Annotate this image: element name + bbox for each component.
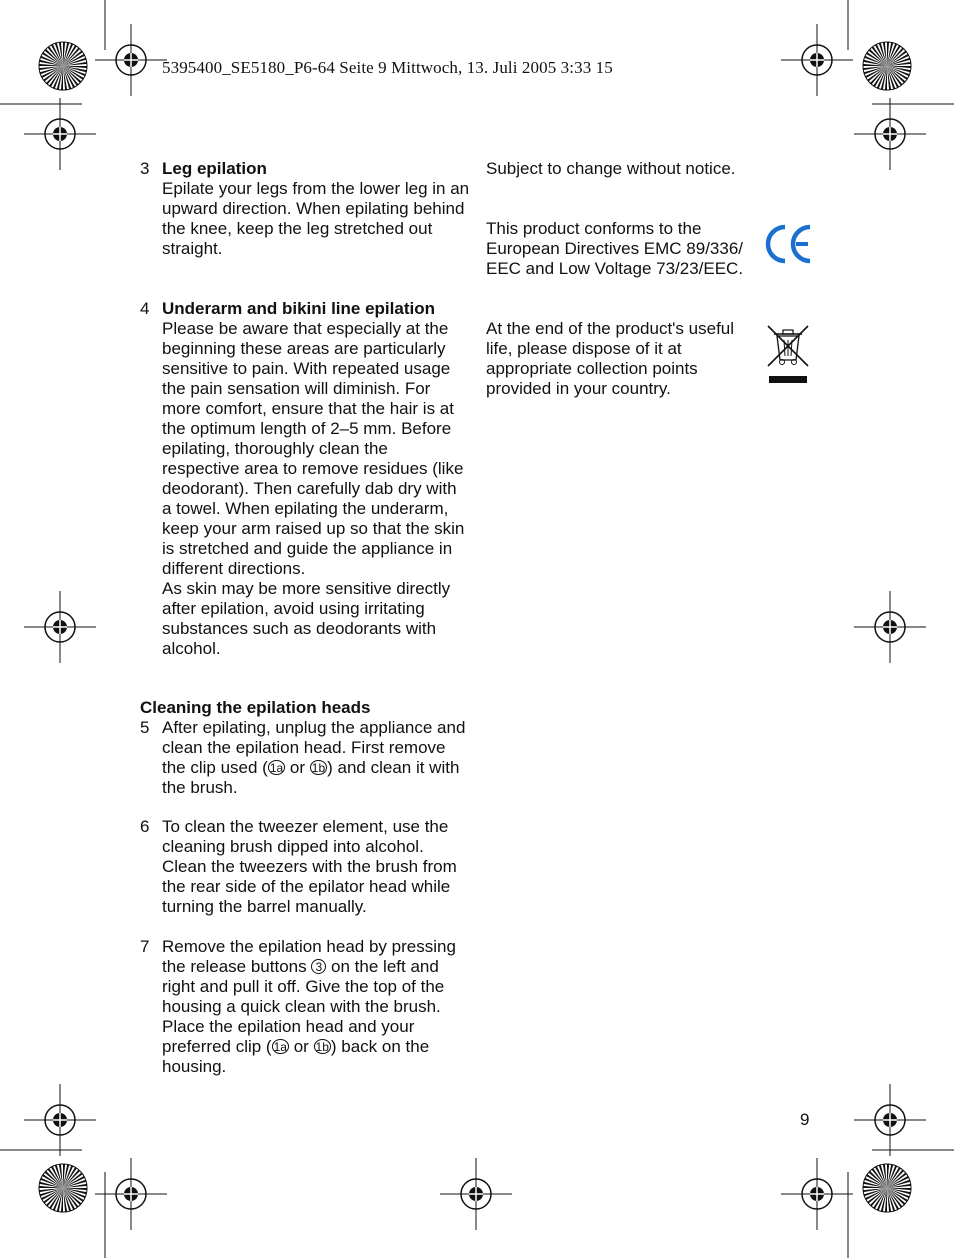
ce-mark-icon [768,227,810,261]
starburst-target-icon [39,42,87,90]
starburst-target-icon [39,1164,87,1212]
step-4 [140,299,470,659]
registration-mark-icon [854,1084,926,1156]
step-number: 4 [140,299,150,318]
registration-mark-icon [854,591,926,663]
step-7 [140,937,470,1077]
change-notice: Subject to change without notice. [486,159,736,178]
step-6 [140,817,470,917]
registration-mark-icon [95,1158,167,1230]
registration-mark-icon [781,1158,853,1230]
section-title: Underarm and bikini line epilation [162,299,435,318]
starburst-target-icon [863,42,911,90]
conformity-text: This product conforms to the European Directives EMC 89/336/ EEC and Low Voltage 73/23/EEC. [486,219,744,278]
registration-mark-icon [95,24,167,96]
step-number: 3 [140,159,150,178]
disposal-text: At the end of the product's useful life, please dispose of it at appropriate collection points provided in your country. [486,319,735,398]
step-number: 5 [140,718,150,737]
step-number: 6 [140,817,150,836]
step-3 [140,159,470,259]
crossed-bin-icon [768,326,808,383]
registration-mark-icon [24,591,96,663]
print-header: 5395400_SE5180_P6-64 Seite 9 Mittwoch, 13. Juli 2005 3:33 15 [162,58,613,77]
step-text: After epilating, unplug the appliance and clean the epilation head. First remove the clip used ( 1a or 1b ) and clean it with the brush. [162,718,466,797]
step-text: Epilate your legs from the lower leg in an upward direction. When epilating behind the knee, keep the leg stretched out straight. [162,179,470,258]
ref-3: 3 [311,959,326,974]
registration-mark-icon [24,98,96,170]
ref-1a: 1a [269,761,284,775]
step-text: Remove the epilation head by pressing the release buttons 3 on the left and right and pull it off. Give the top of the housing a quick clean with the brush. Place the epilation head and your preferred clip ( 1a or 1b ) back on the housing. [162,937,456,1076]
ref-1a: 1a [273,1040,287,1054]
step-text: Please be aware that especially at the beginning these areas are particularly sensitive to pain. With repeated usage the pain sensation will diminish. For more comfort, ensure that the hair is at the optimum length of 2–5 mm. Before epilating, thoroughly clean the respective area to remove residues (like deodorant). Then carefully dab dry with a towel. When epilating the underarm, keep your arm raised up so that the skin is stretched and guide the appliance in different directions. [162,319,465,578]
ref-1b: 1b [315,1040,329,1054]
registration-mark-icon [24,1084,96,1156]
step-text: To clean the tweezer element, use the cleaning brush dipped into alcohol. Clean the tweezers with the brush from the rear side of the epilator head while turning the barrel manually. [162,817,457,916]
starburst-target-icon [863,1164,911,1212]
registration-mark-icon [854,98,926,170]
page-number: 9 [800,1110,810,1129]
step-number: 7 [140,937,150,956]
cleaning-heading: Cleaning the epilation heads [140,698,371,717]
step-5 [140,718,470,798]
section-title: Leg epilation [162,159,267,178]
registration-mark-icon [781,24,853,96]
step-text: As skin may be more sensitive directly after epilation, avoid using irritating substances such as deodorants with alcohol. [162,579,451,658]
ref-1b: 1b [311,761,326,775]
registration-mark-icon [440,1158,512,1230]
